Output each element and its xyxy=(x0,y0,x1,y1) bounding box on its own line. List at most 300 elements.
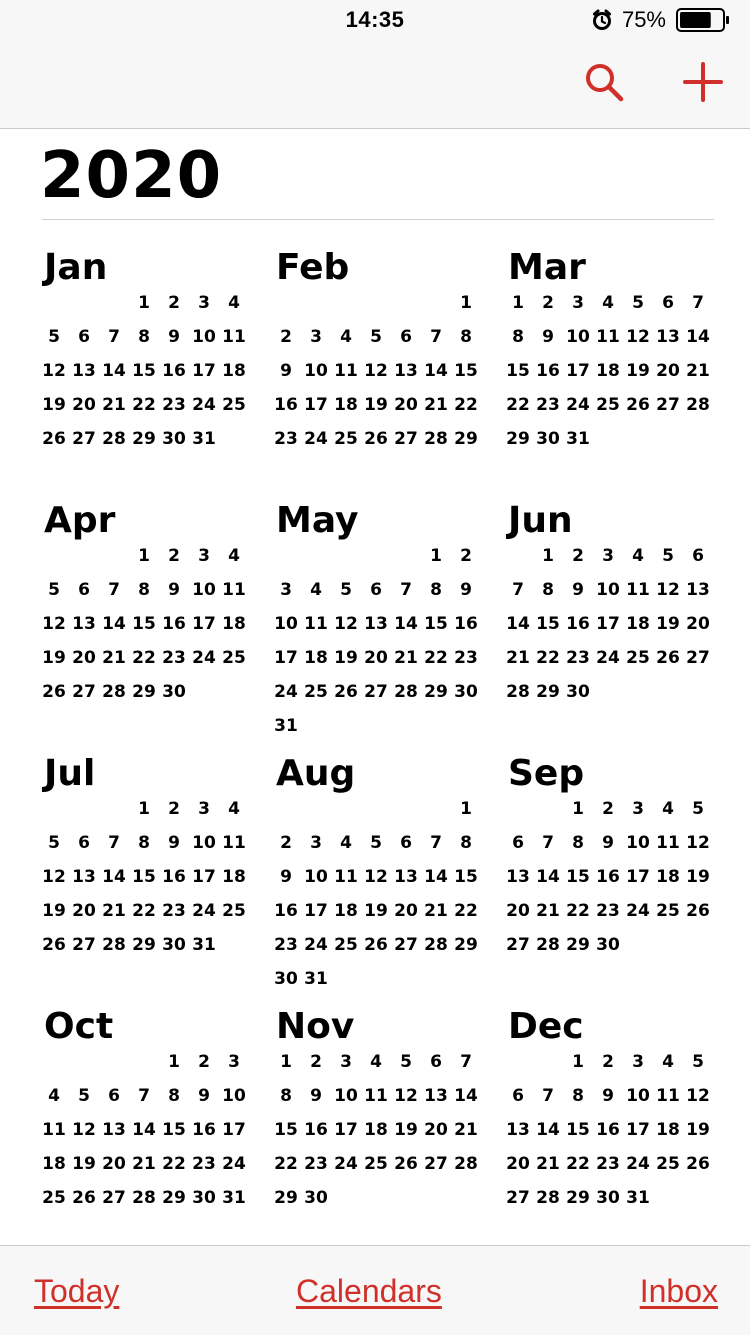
day-cell[interactable]: 20 xyxy=(424,1120,448,1140)
day-cell[interactable]: 15 xyxy=(132,867,156,887)
day-cell[interactable]: 10 xyxy=(626,833,650,853)
day-cell[interactable]: 14 xyxy=(686,327,710,347)
day-cell[interactable]: 26 xyxy=(626,395,650,415)
day-cell[interactable]: 6 xyxy=(400,327,412,347)
day-cell[interactable]: 19 xyxy=(72,1154,96,1174)
day-cell[interactable]: 22 xyxy=(132,648,156,668)
day-cell[interactable]: 13 xyxy=(394,867,418,887)
day-cell[interactable]: 1 xyxy=(430,546,442,566)
day-cell[interactable]: 28 xyxy=(506,682,530,702)
day-cell[interactable]: 17 xyxy=(192,361,216,381)
day-cell[interactable]: 7 xyxy=(138,1086,150,1106)
day-cell[interactable]: 3 xyxy=(602,546,614,566)
day-cell[interactable]: 15 xyxy=(454,361,478,381)
day-cell[interactable]: 2 xyxy=(168,546,180,566)
day-cell[interactable]: 14 xyxy=(102,867,126,887)
day-cell[interactable]: 21 xyxy=(536,1154,560,1174)
day-cell[interactable]: 13 xyxy=(72,867,96,887)
day-cell[interactable]: 8 xyxy=(572,1086,584,1106)
day-cell[interactable]: 23 xyxy=(192,1154,216,1174)
day-cell[interactable]: 5 xyxy=(662,546,674,566)
day-cell[interactable]: 4 xyxy=(340,327,352,347)
day-cell[interactable]: 3 xyxy=(632,799,644,819)
day-cell[interactable]: 25 xyxy=(656,1154,680,1174)
day-cell[interactable]: 6 xyxy=(370,580,382,600)
day-cell[interactable]: 25 xyxy=(334,429,358,449)
day-cell[interactable]: 13 xyxy=(424,1086,448,1106)
day-cell[interactable]: 18 xyxy=(222,867,246,887)
day-cell[interactable]: 18 xyxy=(304,648,328,668)
day-cell[interactable]: 18 xyxy=(364,1120,388,1140)
day-cell[interactable]: 27 xyxy=(102,1188,126,1208)
day-cell[interactable]: 5 xyxy=(692,1052,704,1072)
day-cell[interactable]: 12 xyxy=(42,361,66,381)
day-cell[interactable]: 6 xyxy=(512,833,524,853)
day-cell[interactable]: 19 xyxy=(42,648,66,668)
day-cell[interactable]: 26 xyxy=(686,1154,710,1174)
day-cell[interactable]: 10 xyxy=(274,614,298,634)
month-apr[interactable] xyxy=(0,499,246,749)
day-cell[interactable]: 26 xyxy=(42,429,66,449)
day-cell[interactable]: 29 xyxy=(132,682,156,702)
day-cell[interactable]: 23 xyxy=(566,648,590,668)
day-cell[interactable]: 9 xyxy=(602,1086,614,1106)
day-cell[interactable]: 11 xyxy=(222,327,246,347)
day-cell[interactable]: 6 xyxy=(430,1052,442,1072)
day-cell[interactable]: 6 xyxy=(78,833,90,853)
day-cell[interactable]: 18 xyxy=(222,614,246,634)
day-cell[interactable]: 26 xyxy=(364,935,388,955)
day-cell[interactable]: 30 xyxy=(274,969,298,989)
day-cell[interactable]: 28 xyxy=(132,1188,156,1208)
month-jun[interactable] xyxy=(464,499,710,749)
day-cell[interactable]: 4 xyxy=(370,1052,382,1072)
day-cell[interactable]: 5 xyxy=(48,327,60,347)
day-cell[interactable]: 4 xyxy=(602,293,614,313)
calendars-button[interactable]: Calendars xyxy=(296,1273,442,1309)
day-cell[interactable]: 29 xyxy=(132,935,156,955)
day-cell[interactable]: 1 xyxy=(460,293,472,313)
day-cell[interactable]: 13 xyxy=(72,361,96,381)
day-cell[interactable]: 28 xyxy=(424,935,448,955)
day-cell[interactable]: 4 xyxy=(228,293,240,313)
day-cell[interactable]: 13 xyxy=(102,1120,126,1140)
day-cell[interactable]: 21 xyxy=(394,648,418,668)
day-cell[interactable]: 26 xyxy=(656,648,680,668)
day-cell[interactable]: 30 xyxy=(162,429,186,449)
day-cell[interactable]: 12 xyxy=(364,867,388,887)
day-cell[interactable]: 11 xyxy=(596,327,620,347)
day-cell[interactable]: 1 xyxy=(542,546,554,566)
day-cell[interactable]: 13 xyxy=(656,327,680,347)
day-cell[interactable]: 17 xyxy=(192,867,216,887)
day-cell[interactable]: 13 xyxy=(686,580,710,600)
day-cell[interactable]: 10 xyxy=(192,833,216,853)
day-cell[interactable]: 23 xyxy=(304,1154,328,1174)
day-cell[interactable]: 19 xyxy=(626,361,650,381)
day-cell[interactable]: 23 xyxy=(162,395,186,415)
day-cell[interactable]: 26 xyxy=(364,429,388,449)
day-cell[interactable]: 20 xyxy=(72,901,96,921)
day-cell[interactable]: 25 xyxy=(596,395,620,415)
day-cell[interactable]: 3 xyxy=(198,799,210,819)
day-cell[interactable]: 5 xyxy=(340,580,352,600)
day-cell[interactable]: 1 xyxy=(572,799,584,819)
day-cell[interactable]: 16 xyxy=(454,614,478,634)
day-cell[interactable]: 30 xyxy=(454,682,478,702)
day-cell[interactable]: 30 xyxy=(566,682,590,702)
day-cell[interactable]: 26 xyxy=(42,935,66,955)
day-cell[interactable]: 8 xyxy=(542,580,554,600)
day-cell[interactable]: 1 xyxy=(168,1052,180,1072)
month-may[interactable] xyxy=(232,499,478,749)
day-cell[interactable]: 4 xyxy=(340,833,352,853)
day-cell[interactable]: 10 xyxy=(334,1086,358,1106)
month-jul[interactable] xyxy=(0,752,246,1002)
day-cell[interactable]: 28 xyxy=(102,935,126,955)
day-cell[interactable]: 9 xyxy=(198,1086,210,1106)
day-cell[interactable]: 4 xyxy=(662,1052,674,1072)
day-cell[interactable]: 7 xyxy=(108,833,120,853)
day-cell[interactable]: 18 xyxy=(222,361,246,381)
day-cell[interactable]: 7 xyxy=(542,1086,554,1106)
day-cell[interactable]: 12 xyxy=(686,833,710,853)
day-cell[interactable]: 15 xyxy=(274,1120,298,1140)
day-cell[interactable]: 25 xyxy=(42,1188,66,1208)
day-cell[interactable]: 11 xyxy=(334,361,358,381)
day-cell[interactable]: 2 xyxy=(310,1052,322,1072)
day-cell[interactable]: 22 xyxy=(566,901,590,921)
day-cell[interactable]: 14 xyxy=(506,614,530,634)
day-cell[interactable]: 4 xyxy=(662,799,674,819)
day-cell[interactable]: 27 xyxy=(364,682,388,702)
day-cell[interactable]: 31 xyxy=(566,429,590,449)
day-cell[interactable]: 7 xyxy=(400,580,412,600)
day-cell[interactable]: 7 xyxy=(542,833,554,853)
day-cell[interactable]: 6 xyxy=(662,293,674,313)
day-cell[interactable]: 31 xyxy=(626,1188,650,1208)
day-cell[interactable]: 25 xyxy=(304,682,328,702)
day-cell[interactable]: 21 xyxy=(686,361,710,381)
day-cell[interactable]: 6 xyxy=(512,1086,524,1106)
day-cell[interactable]: 19 xyxy=(42,395,66,415)
day-cell[interactable]: 12 xyxy=(394,1086,418,1106)
day-cell[interactable]: 9 xyxy=(542,327,554,347)
day-cell[interactable]: 20 xyxy=(506,1154,530,1174)
day-cell[interactable]: 4 xyxy=(228,546,240,566)
day-cell[interactable]: 20 xyxy=(102,1154,126,1174)
day-cell[interactable]: 12 xyxy=(72,1120,96,1140)
day-cell[interactable]: 17 xyxy=(274,648,298,668)
day-cell[interactable]: 16 xyxy=(274,901,298,921)
day-cell[interactable]: 19 xyxy=(394,1120,418,1140)
day-cell[interactable]: 21 xyxy=(536,901,560,921)
day-cell[interactable]: 12 xyxy=(656,580,680,600)
day-cell[interactable]: 18 xyxy=(334,395,358,415)
day-cell[interactable]: 2 xyxy=(280,327,292,347)
day-cell[interactable]: 13 xyxy=(506,867,530,887)
day-cell[interactable]: 8 xyxy=(138,580,150,600)
day-cell[interactable]: 16 xyxy=(192,1120,216,1140)
day-cell[interactable]: 29 xyxy=(274,1188,298,1208)
day-cell[interactable]: 25 xyxy=(222,901,246,921)
day-cell[interactable]: 6 xyxy=(400,833,412,853)
day-cell[interactable]: 10 xyxy=(626,1086,650,1106)
day-cell[interactable]: 11 xyxy=(304,614,328,634)
day-cell[interactable]: 31 xyxy=(192,935,216,955)
day-cell[interactable]: 22 xyxy=(536,648,560,668)
day-cell[interactable]: 7 xyxy=(692,293,704,313)
day-cell[interactable]: 24 xyxy=(274,682,298,702)
day-cell[interactable]: 27 xyxy=(656,395,680,415)
day-cell[interactable]: 27 xyxy=(424,1154,448,1174)
day-cell[interactable]: 17 xyxy=(596,614,620,634)
day-cell[interactable]: 24 xyxy=(304,429,328,449)
day-cell[interactable]: 5 xyxy=(78,1086,90,1106)
day-cell[interactable]: 11 xyxy=(656,1086,680,1106)
day-cell[interactable]: 16 xyxy=(162,614,186,634)
day-cell[interactable]: 18 xyxy=(334,901,358,921)
day-cell[interactable]: 11 xyxy=(334,867,358,887)
day-cell[interactable]: 26 xyxy=(72,1188,96,1208)
day-cell[interactable]: 28 xyxy=(536,1188,560,1208)
day-cell[interactable]: 24 xyxy=(222,1154,246,1174)
day-cell[interactable]: 4 xyxy=(48,1086,60,1106)
month-aug[interactable] xyxy=(232,752,478,1002)
inbox-button[interactable]: Inbox xyxy=(639,1273,718,1309)
day-cell[interactable]: 12 xyxy=(626,327,650,347)
day-cell[interactable]: 21 xyxy=(102,901,126,921)
day-cell[interactable]: 6 xyxy=(78,327,90,347)
month-oct[interactable] xyxy=(0,1005,246,1255)
day-cell[interactable]: 9 xyxy=(280,361,292,381)
day-cell[interactable]: 11 xyxy=(364,1086,388,1106)
day-cell[interactable]: 25 xyxy=(222,648,246,668)
day-cell[interactable]: 19 xyxy=(656,614,680,634)
day-cell[interactable]: 18 xyxy=(656,867,680,887)
day-cell[interactable]: 19 xyxy=(334,648,358,668)
day-cell[interactable]: 13 xyxy=(394,361,418,381)
day-cell[interactable]: 30 xyxy=(162,935,186,955)
day-cell[interactable]: 18 xyxy=(42,1154,66,1174)
day-cell[interactable]: 29 xyxy=(566,935,590,955)
day-cell[interactable]: 9 xyxy=(168,833,180,853)
day-cell[interactable]: 14 xyxy=(536,867,560,887)
day-cell[interactable]: 7 xyxy=(512,580,524,600)
day-cell[interactable]: 29 xyxy=(454,429,478,449)
day-cell[interactable]: 29 xyxy=(132,429,156,449)
day-cell[interactable]: 14 xyxy=(424,361,448,381)
day-cell[interactable]: 30 xyxy=(304,1188,328,1208)
day-cell[interactable]: 13 xyxy=(72,614,96,634)
day-cell[interactable]: 10 xyxy=(192,580,216,600)
day-cell[interactable]: 25 xyxy=(656,901,680,921)
day-cell[interactable]: 27 xyxy=(72,682,96,702)
day-cell[interactable]: 16 xyxy=(274,395,298,415)
day-cell[interactable]: 6 xyxy=(78,580,90,600)
day-cell[interactable]: 12 xyxy=(42,614,66,634)
day-cell[interactable]: 16 xyxy=(162,867,186,887)
day-cell[interactable]: 29 xyxy=(162,1188,186,1208)
day-cell[interactable]: 17 xyxy=(334,1120,358,1140)
day-cell[interactable]: 17 xyxy=(626,867,650,887)
day-cell[interactable]: 9 xyxy=(168,327,180,347)
day-cell[interactable]: 24 xyxy=(192,901,216,921)
day-cell[interactable]: 16 xyxy=(536,361,560,381)
day-cell[interactable]: 3 xyxy=(280,580,292,600)
month-feb[interactable] xyxy=(232,246,478,496)
day-cell[interactable]: 31 xyxy=(192,429,216,449)
day-cell[interactable]: 21 xyxy=(132,1154,156,1174)
day-cell[interactable]: 20 xyxy=(72,395,96,415)
day-cell[interactable]: 14 xyxy=(536,1120,560,1140)
day-cell[interactable]: 2 xyxy=(168,799,180,819)
day-cell[interactable]: 27 xyxy=(506,935,530,955)
day-cell[interactable]: 24 xyxy=(334,1154,358,1174)
day-cell[interactable]: 21 xyxy=(506,648,530,668)
day-cell[interactable]: 2 xyxy=(602,799,614,819)
day-cell[interactable]: 14 xyxy=(394,614,418,634)
day-cell[interactable]: 30 xyxy=(162,682,186,702)
month-mar[interactable] xyxy=(464,246,710,496)
day-cell[interactable]: 8 xyxy=(138,833,150,853)
day-cell[interactable]: 22 xyxy=(454,395,478,415)
day-cell[interactable]: 25 xyxy=(364,1154,388,1174)
day-cell[interactable]: 22 xyxy=(274,1154,298,1174)
day-cell[interactable]: 17 xyxy=(304,395,328,415)
day-cell[interactable]: 23 xyxy=(274,935,298,955)
day-cell[interactable]: 30 xyxy=(596,1188,620,1208)
day-cell[interactable]: 20 xyxy=(656,361,680,381)
day-cell[interactable]: 5 xyxy=(692,799,704,819)
day-cell[interactable]: 26 xyxy=(334,682,358,702)
day-cell[interactable]: 25 xyxy=(222,395,246,415)
day-cell[interactable]: 28 xyxy=(394,682,418,702)
day-cell[interactable]: 8 xyxy=(572,833,584,853)
day-cell[interactable]: 26 xyxy=(42,682,66,702)
day-cell[interactable]: 20 xyxy=(506,901,530,921)
day-cell[interactable]: 17 xyxy=(192,614,216,634)
day-cell[interactable]: 16 xyxy=(596,867,620,887)
day-cell[interactable]: 5 xyxy=(400,1052,412,1072)
day-cell[interactable]: 17 xyxy=(626,1120,650,1140)
day-cell[interactable]: 7 xyxy=(430,327,442,347)
day-cell[interactable]: 7 xyxy=(108,580,120,600)
day-cell[interactable]: 15 xyxy=(506,361,530,381)
day-cell[interactable]: 15 xyxy=(536,614,560,634)
day-cell[interactable]: 3 xyxy=(198,293,210,313)
day-cell[interactable]: 24 xyxy=(626,1154,650,1174)
day-cell[interactable]: 28 xyxy=(686,395,710,415)
today-button[interactable]: Today xyxy=(34,1273,120,1309)
day-cell[interactable]: 5 xyxy=(632,293,644,313)
day-cell[interactable]: 1 xyxy=(572,1052,584,1072)
day-cell[interactable]: 7 xyxy=(460,1052,472,1072)
day-cell[interactable]: 10 xyxy=(192,327,216,347)
day-cell[interactable]: 20 xyxy=(364,648,388,668)
day-cell[interactable]: 16 xyxy=(162,361,186,381)
day-cell[interactable]: 11 xyxy=(42,1120,66,1140)
day-cell[interactable]: 10 xyxy=(222,1086,246,1106)
day-cell[interactable]: 20 xyxy=(394,395,418,415)
day-cell[interactable]: 14 xyxy=(424,867,448,887)
day-cell[interactable]: 9 xyxy=(572,580,584,600)
day-cell[interactable]: 20 xyxy=(686,614,710,634)
day-cell[interactable]: 30 xyxy=(536,429,560,449)
day-cell[interactable]: 1 xyxy=(138,546,150,566)
day-cell[interactable]: 23 xyxy=(454,648,478,668)
day-cell[interactable]: 31 xyxy=(304,969,328,989)
day-cell[interactable]: 18 xyxy=(656,1120,680,1140)
day-cell[interactable]: 19 xyxy=(364,901,388,921)
month-jan[interactable] xyxy=(0,246,246,496)
day-cell[interactable]: 22 xyxy=(424,648,448,668)
day-cell[interactable]: 15 xyxy=(132,614,156,634)
day-cell[interactable]: 6 xyxy=(692,546,704,566)
day-cell[interactable]: 1 xyxy=(512,293,524,313)
day-cell[interactable]: 27 xyxy=(394,429,418,449)
day-cell[interactable]: 4 xyxy=(228,799,240,819)
day-cell[interactable]: 20 xyxy=(72,648,96,668)
day-cell[interactable]: 9 xyxy=(460,580,472,600)
day-cell[interactable]: 14 xyxy=(132,1120,156,1140)
day-cell[interactable]: 16 xyxy=(566,614,590,634)
day-cell[interactable]: 8 xyxy=(460,833,472,853)
day-cell[interactable]: 21 xyxy=(102,395,126,415)
day-cell[interactable]: 27 xyxy=(72,935,96,955)
day-cell[interactable]: 19 xyxy=(686,867,710,887)
day-cell[interactable]: 3 xyxy=(310,327,322,347)
day-cell[interactable]: 22 xyxy=(566,1154,590,1174)
day-cell[interactable]: 29 xyxy=(454,935,478,955)
day-cell[interactable]: 8 xyxy=(138,327,150,347)
day-cell[interactable]: 23 xyxy=(162,901,186,921)
day-cell[interactable]: 15 xyxy=(132,361,156,381)
day-cell[interactable]: 23 xyxy=(536,395,560,415)
day-cell[interactable]: 10 xyxy=(566,327,590,347)
day-cell[interactable]: 11 xyxy=(222,580,246,600)
day-cell[interactable]: 27 xyxy=(686,648,710,668)
day-cell[interactable]: 2 xyxy=(542,293,554,313)
day-cell[interactable]: 15 xyxy=(424,614,448,634)
add-event-button[interactable] xyxy=(681,60,725,104)
day-cell[interactable]: 23 xyxy=(162,648,186,668)
day-cell[interactable]: 18 xyxy=(596,361,620,381)
day-cell[interactable]: 28 xyxy=(102,429,126,449)
day-cell[interactable]: 22 xyxy=(454,901,478,921)
month-sep[interactable] xyxy=(464,752,710,1002)
month-nov[interactable] xyxy=(232,1005,478,1255)
day-cell[interactable]: 31 xyxy=(222,1188,246,1208)
day-cell[interactable]: 23 xyxy=(274,429,298,449)
day-cell[interactable]: 4 xyxy=(310,580,322,600)
day-cell[interactable]: 15 xyxy=(566,867,590,887)
day-cell[interactable]: 22 xyxy=(132,901,156,921)
day-cell[interactable]: 4 xyxy=(632,546,644,566)
day-cell[interactable]: 9 xyxy=(280,867,292,887)
day-cell[interactable]: 25 xyxy=(626,648,650,668)
day-cell[interactable]: 5 xyxy=(370,327,382,347)
day-cell[interactable]: 25 xyxy=(334,935,358,955)
day-cell[interactable]: 11 xyxy=(222,833,246,853)
day-cell[interactable]: 12 xyxy=(364,361,388,381)
day-cell[interactable]: 12 xyxy=(42,867,66,887)
day-cell[interactable]: 30 xyxy=(596,935,620,955)
day-cell[interactable]: 23 xyxy=(596,901,620,921)
day-cell[interactable]: 2 xyxy=(602,1052,614,1072)
day-cell[interactable]: 5 xyxy=(48,833,60,853)
day-cell[interactable]: 24 xyxy=(596,648,620,668)
